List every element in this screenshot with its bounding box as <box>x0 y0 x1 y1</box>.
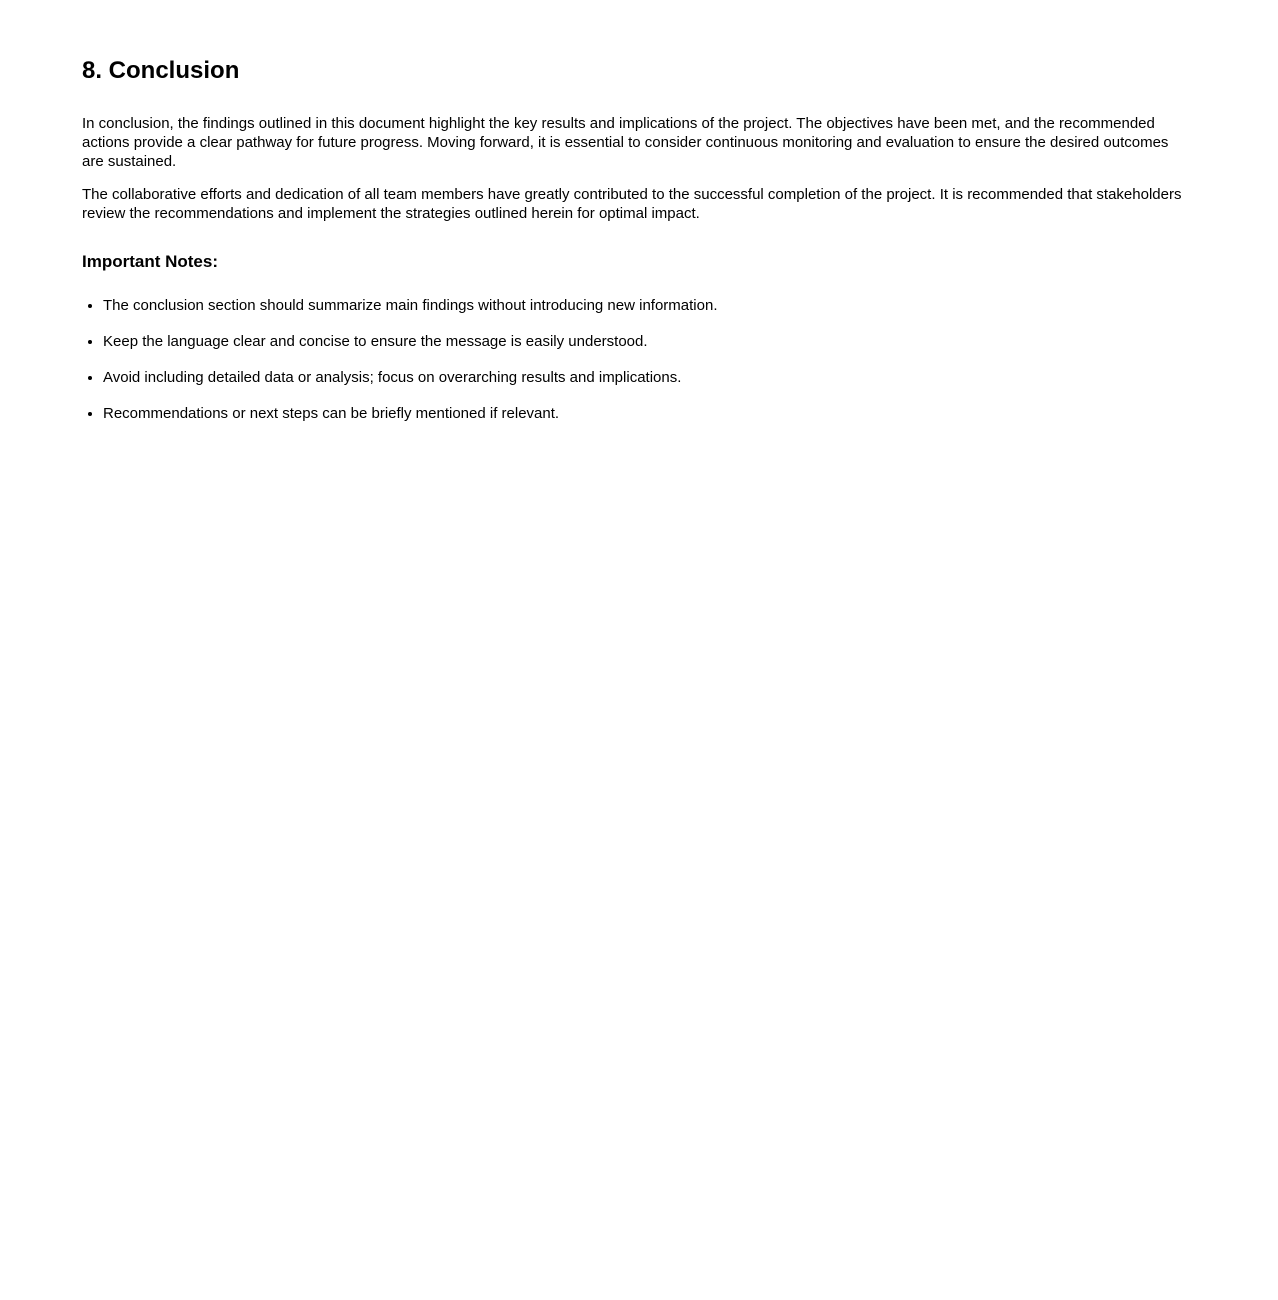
conclusion-paragraph-2: The collaborative efforts and dedication of all team members have greatly contributed to the successful completion of the project. It is recommended that stakeholders review the recommendations and implement the strategies outlined herein for optimal impact. <box>82 186 1182 222</box>
list-item: • The conclusion section should summarize main findings without introducing new information. <box>103 296 1192 315</box>
document-content <box>0 0 1278 423</box>
notes-list <box>82 296 1192 423</box>
list-item: • Recommendations or next steps can be briefly mentioned if relevant. <box>103 404 1192 423</box>
section-heading: 8. Conclusion <box>82 57 240 84</box>
list-item: • Avoid including detailed data or analysis; focus on overarching results and implications. <box>103 368 1192 387</box>
conclusion-paragraph-1: In conclusion, the findings outlined in this document highlight the key results and implications of the project. The objectives have been met, and the recommended actions provide a clear pathway for future progress. Moving forward, it is essential to consider continuous monitoring and evaluation to ensure the desired outcomes are sustained. <box>82 115 1169 170</box>
notes-heading: Important Notes: <box>82 252 218 271</box>
list-item: • Keep the language clear and concise to ensure the message is easily understood. <box>103 332 1192 351</box>
